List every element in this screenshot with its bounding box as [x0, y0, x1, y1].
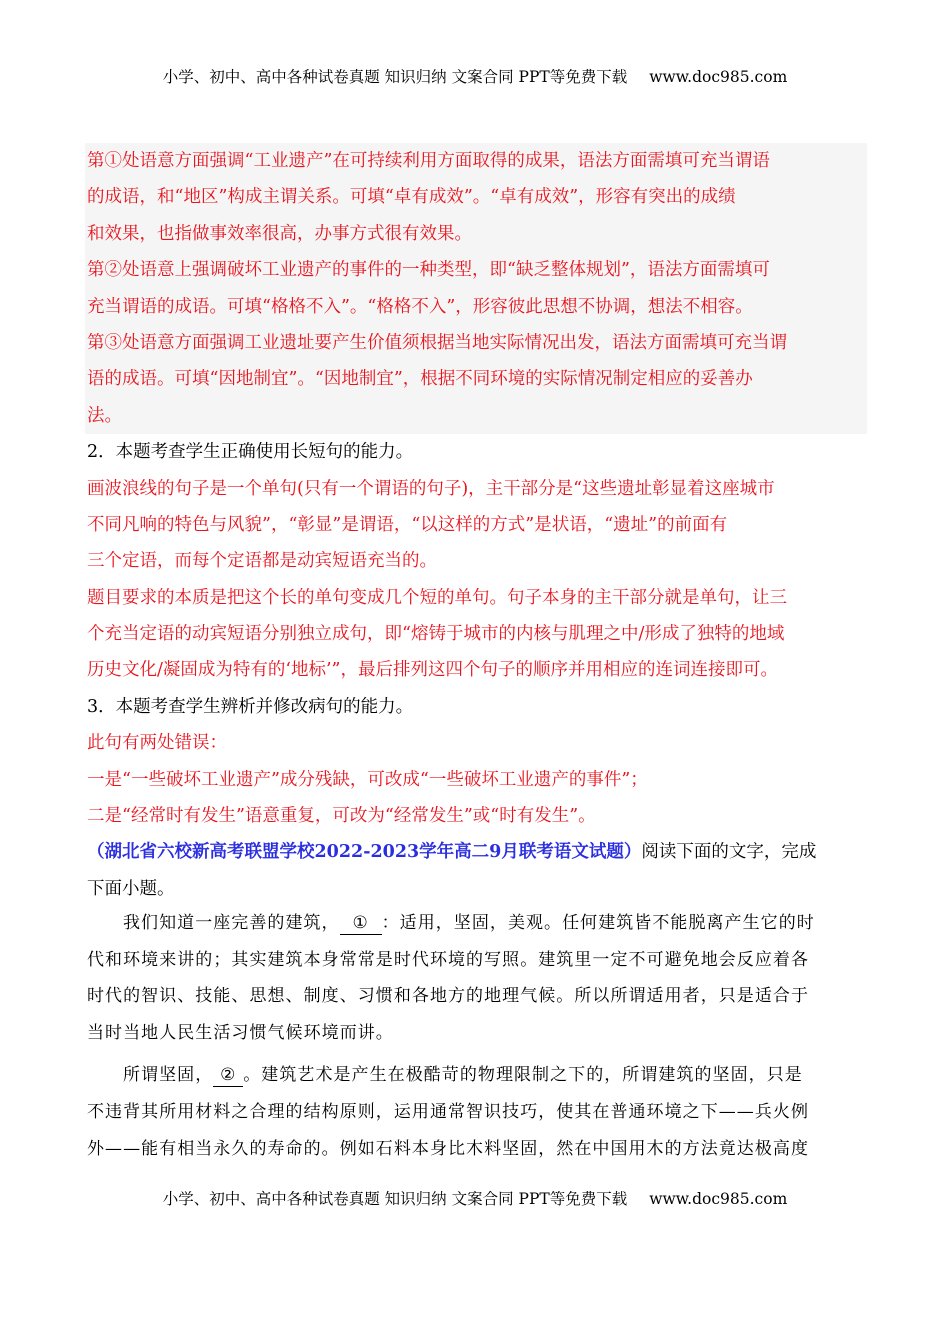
- blank-2: ②: [213, 1064, 243, 1087]
- q2-line: 历史文化/凝固成为特有的‘地标’”，最后排列这四个句子的顺序并用相应的连词连接即可。: [87, 660, 778, 681]
- q2-line: 题目要求的本质是把这个长的单句变成几个短的单句。句子本身的主干部分就是单句，让三: [87, 587, 787, 608]
- answer-line: 第①处语意方面强调“工业遗产”在可持续利用方面取得的成果，语法方面需填可充当谓语: [87, 151, 770, 171]
- source-reference: （湖北省六校新高考联盟学校2022-2023学年高二9月联考语文试题）: [87, 842, 642, 863]
- answer-line: 充当谓语的成语。可填“格格不入”。“格格不入”，形容彼此思想不协调，想法不相容。: [87, 296, 753, 317]
- footer-text: 小学、初中、高中各种试卷真题 知识归纳 文案合同 PPT等免费下载: [162, 1190, 628, 1208]
- q2-line: 画波浪线的句子是一个单句(只有一个谓语的句子)，主干部分是“这些遗址彰显着这座城市: [87, 478, 775, 499]
- passage-line: 代和环境来讲的；其实建筑本身常常是时代环境的写照。建筑里一定不可避免地会反应着各: [87, 949, 809, 970]
- page-header: [0, 66, 950, 88]
- footer-url[interactable]: www.doc985.com: [649, 1190, 788, 1208]
- source-line: [87, 834, 867, 870]
- q2-title: 2．本题考查学生正确使用长短句的能力。: [87, 442, 414, 463]
- q2-line: 三个定语，而每个定语都是动宾短语充当的。: [87, 551, 437, 572]
- page-footer: [0, 1188, 950, 1210]
- answer-line: 法。: [87, 405, 122, 426]
- q3-line: 二是“经常时有发生”语意重复，可改为“经常发生”或“时有发生”。: [87, 806, 596, 827]
- answer-line: 第②处语意上强调破坏工业遗产的事件的一种类型，即“缺乏整体规划”，语法方面需填可: [87, 260, 770, 281]
- q3-title: 3．本题考查学生辨析并修改病句的能力。: [87, 696, 414, 717]
- passage-line: 不违背其所用材料之合理的结构原则，运用通常智识技巧，使其在普通环境之下——兵火例: [87, 1101, 809, 1122]
- passage-line: 所谓坚固， ② 。建筑艺术是产生在极酷苛的物理限制之下的，所谓建筑的坚固，只是: [123, 1065, 803, 1086]
- reading-passage: [87, 905, 867, 1167]
- answer-line: 第③处语意方面强调工业遗址要产生价值须根据当地实际情况出发，语法方面需填可充当谓: [87, 332, 787, 353]
- answer-line: 和效果，也指做事效率很高，办事方式很有效果。: [87, 223, 472, 244]
- q3-line: 此句有两处错误：: [87, 733, 227, 754]
- passage-line: 外——能有相当永久的寿命的。例如石料本身比木料坚固，然在中国用木的方法竟达极高度: [87, 1138, 809, 1159]
- passage-line: 时代的智识、技能、思想、制度、习惯和各地方的地理气候。所以所谓适用者，只是适合于: [87, 986, 809, 1007]
- header-url[interactable]: www.doc985.com: [649, 68, 788, 86]
- blank-1: ①: [340, 912, 382, 935]
- answer-line: 语的成语。可填“因地制宜”。“因地制宜”，根据不同环境的实际情况制定相应的妥善办: [87, 369, 753, 390]
- answer-content: [87, 143, 867, 907]
- source-line-2: 下面小题。: [87, 878, 175, 899]
- source-instruction: 阅读下面的文字，完成: [641, 842, 817, 863]
- q3-line: 一是“一些破坏工业遗产”成分残缺，可改成“一些破坏工业遗产的事件”；: [87, 769, 648, 790]
- q2-line: 个充当定语的动宾短语分别独立成句，即“熔铸于城市的内核与肌理之中/形成了独特的地域: [87, 624, 785, 645]
- header-text: 小学、初中、高中各种试卷真题 知识归纳 文案合同 PPT等免费下载: [162, 68, 628, 86]
- answer-line: 的成语，和“地区”构成主谓关系。可填“卓有成效”。“卓有成效”，形容有突出的成绩: [87, 187, 736, 208]
- passage-line: 我们知道一座完善的建筑， ① ：适用，坚固，美观。任何建筑皆不能脱离产生它的时: [123, 913, 815, 933]
- answer-explanation-block: [85, 143, 867, 434]
- q2-line: 不同凡响的特色与风貌”，“彰显”是谓语，“以这样的方式”是状语，“遗址”的前面有: [87, 514, 728, 535]
- passage-line: 当时当地人民生活习惯气候环境而讲。: [87, 1022, 394, 1043]
